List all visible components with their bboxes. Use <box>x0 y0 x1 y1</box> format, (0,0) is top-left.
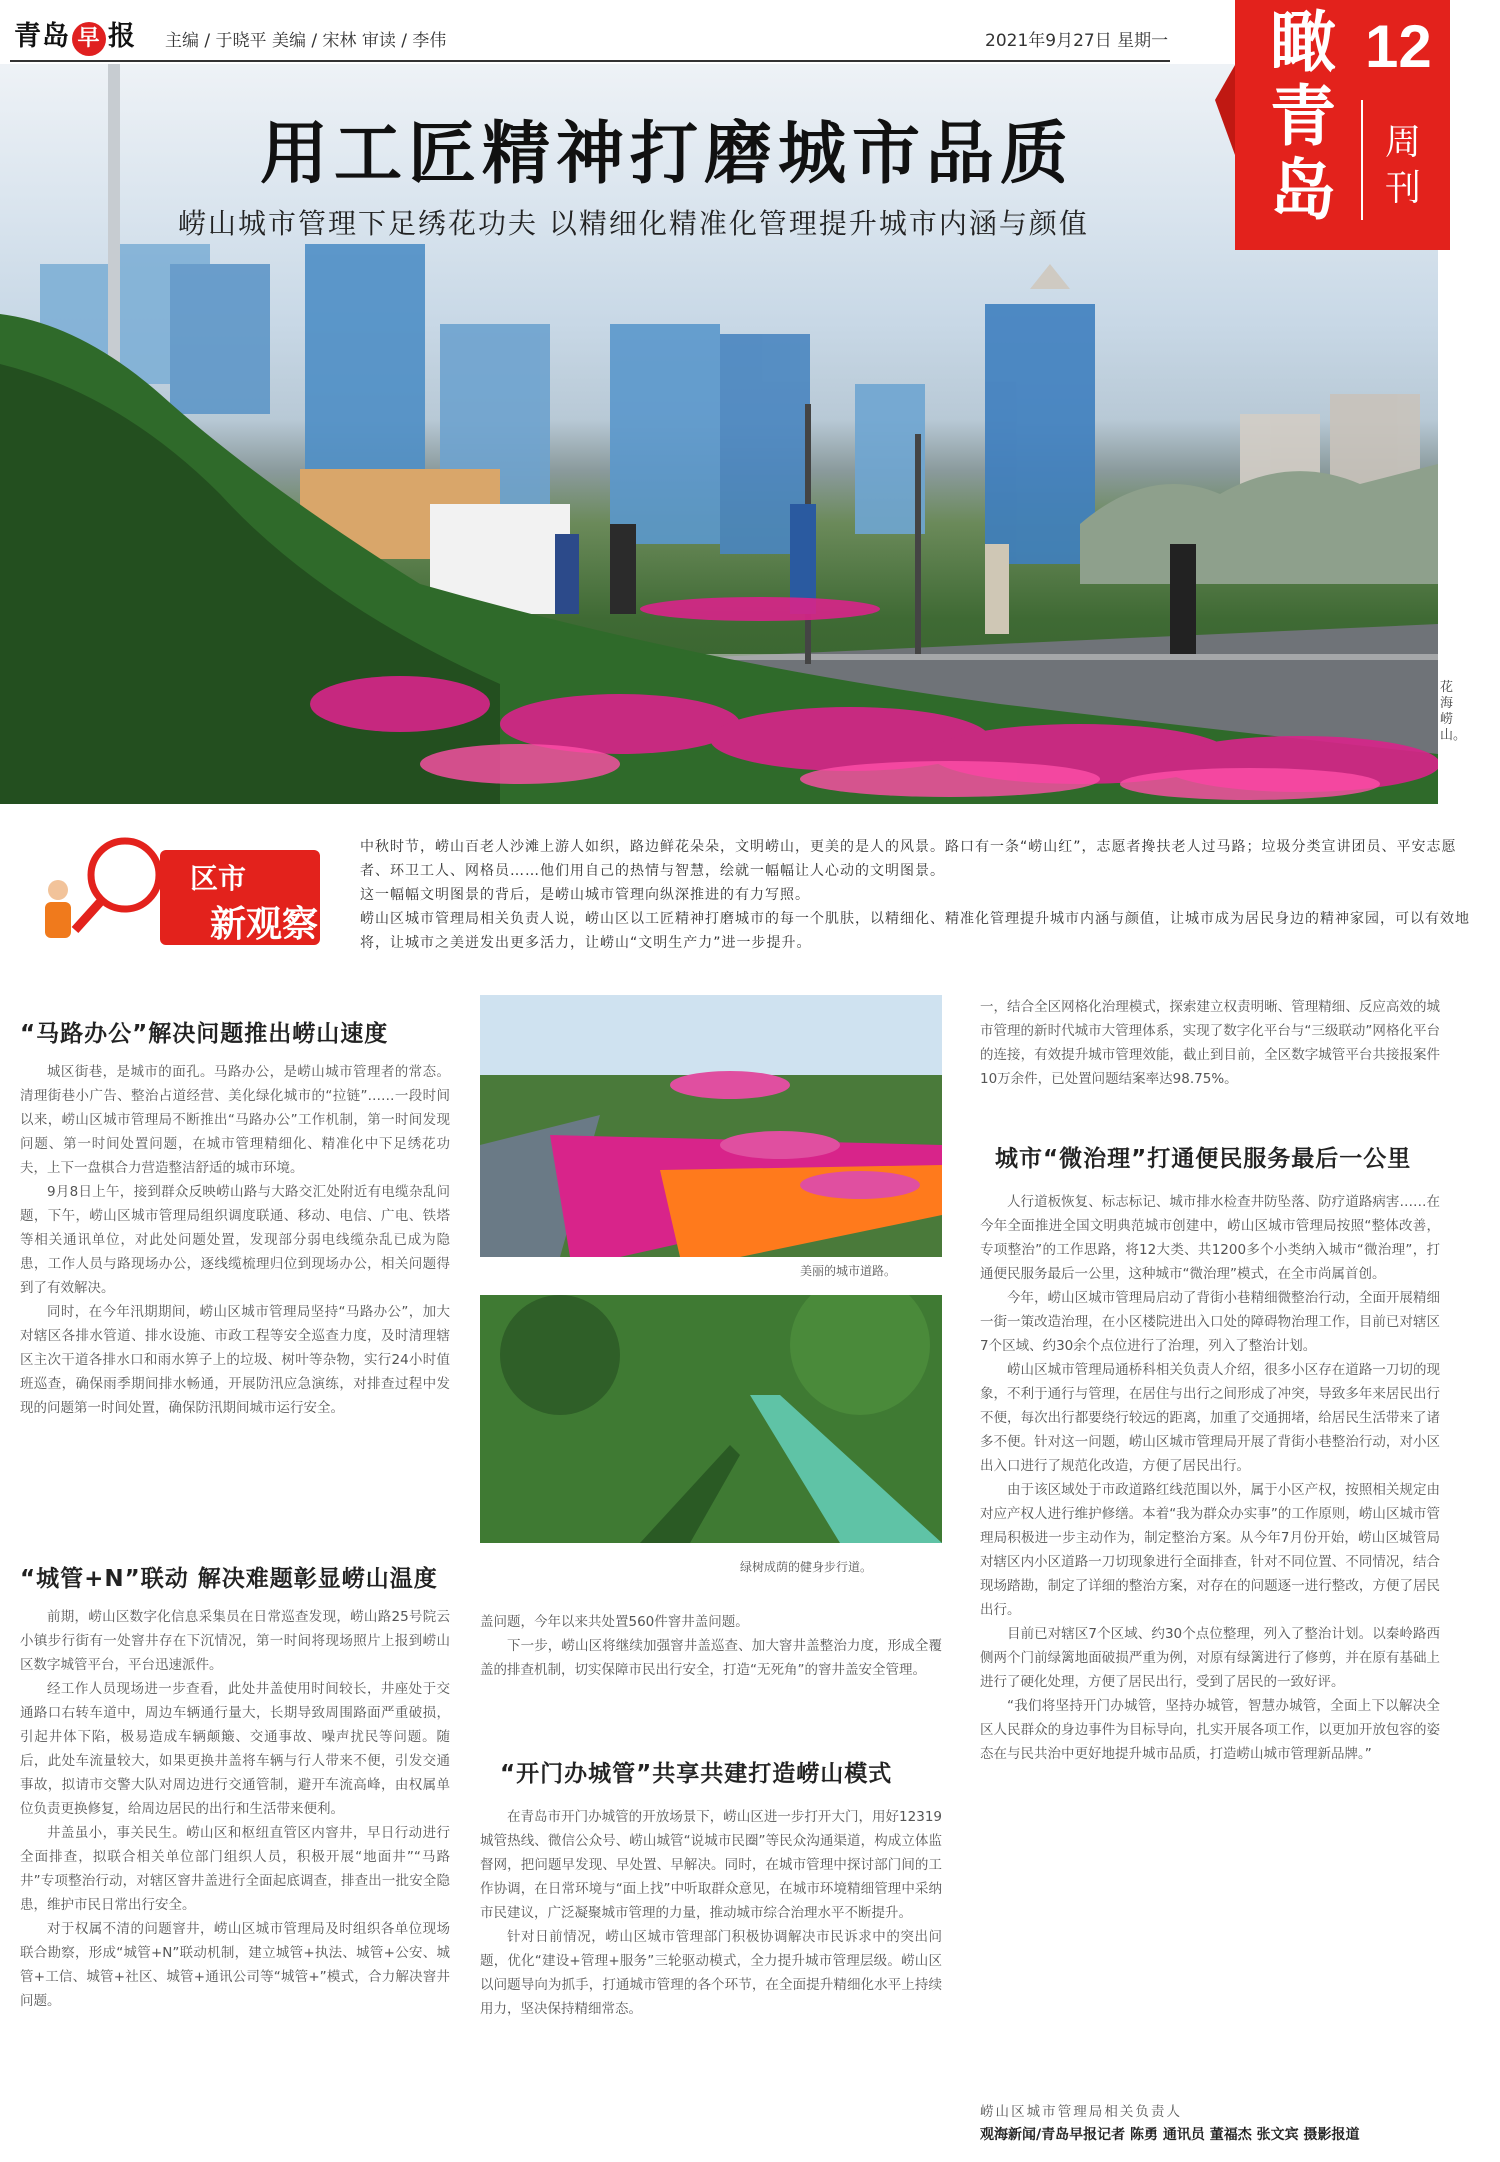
paragraph: 目前已对辖区7个区域、约30个点位整理，列入了整治计划。以秦岭路西侧两个门前绿篱地面破损严重为例，对原有绿篱进行了修剪，并在原有基础上进行了硬化处理，方便了居民出行，受到了居民的一致好评。 <box>980 1626 1440 1690</box>
badge-line1: 区市 <box>190 862 247 895</box>
paragraph: 在青岛市开门办城管的开放场景下，崂山区进一步打开大门，用好12319城管热线、微信公众号、崂山城管“说城市民圈”等民众沟通渠道，构成立体监督网，把问题早发现、早处置、早解决。同时，在城市管理中探讨部门间的工作协调，在日常环境与“面上找”中听取群众意见，在城市环境精细管理中采纳市民建议，广泛凝聚城市管理的力量，推动城市综合治理水平不断提升。 <box>480 1809 942 1921</box>
paragraph: 9月8日上午，接到群众反映崂山路与大路交汇处附近有电缆杂乱问题，下午，崂山区城市管理局组织调度联通、移动、电信、广电、铁塔等相关通讯单位，对此处问题处置，发现部分弱电线缆杂乱已成为隐患，工作人员与路现场办公，逐线缆梳理归位到现场办公，相关问题得到了有效解决。 <box>20 1184 450 1296</box>
editors-line: 主编 / 于晓平 美编 / 宋林 审读 / 李伟 <box>165 31 447 51</box>
paragraph: 同时，在今年汛期期间，崂山区城市管理局坚持“马路办公”，加大对辖区各排水管道、排水设施、市政工程等安全巡查力度，及时清理辖区主次干道各排水口和雨水箅子上的垃圾、树叶等杂物，实行24小时值班巡查，确保雨季期间排水畅通，开展防汛应急演练，对排查过程中发现的问题第一时间处置，确保防汛期间城市运行安全。 <box>20 1304 450 1416</box>
right-column-body-0 <box>980 995 1440 1125</box>
paragraph: 下一步，崂山区将继续加强窨井盖巡查、加大窨井盖整治力度，形成全覆盖的排查机制，切实保障市民出行安全，打造“无死角”的窨井盖安全管理。 <box>480 1638 942 1678</box>
logo-text-right: 报 <box>108 21 136 52</box>
section-divider <box>1361 100 1363 220</box>
mid-heading: “开门办城管”共享共建打造崂山模式 <box>500 1761 893 1787</box>
walkway-illustration <box>480 1295 942 1543</box>
road-flowers-photo <box>480 995 942 1257</box>
mid-column-body-2 <box>480 1805 942 2155</box>
paragraph: 由于该区域处于市政道路红线范围以外，属于小区产权，按照相关规定由对应产权人进行维护修缮。本着“我为群众办实事”的工作原则，崂山区城市管理局积极进一步主动作为，制定整治方案。从今年7月份开始，崂山区城管局对辖区内小区道路一刀切现象进行全面排查，针对不同位置、不同情况，结合现场踏勘，制定了详细的整治方案，对存在的问题逐一进行整改，方便了居民出行。 <box>980 1482 1440 1618</box>
magnifier-person-icon <box>30 830 170 965</box>
issue-date: 2021年9月27日 星期一 <box>985 31 1169 51</box>
column-badge <box>30 830 330 965</box>
paragraph: 针对日前情况，崂山区城市管理部门积极协调解决市民诉求中的突出问题，优化“建设+管理+服务”三轮驱动模式，全力提升城市管理层级。崂山区以问题导向为抓手，打通城市管理的各个环节，在全面提升精细化水平上持续用力，坚决保持精细常态。 <box>480 1929 942 2017</box>
photo-caption-1: 美丽的城市道路。 <box>800 1264 897 1278</box>
paragraph: 井盖虽小，事关民生。崂山区和枢纽直管区内窨井，早日行动进行全面排查，拟联合相关单位部门组织人员，积极开展“地面井”“马路井”专项整治行动，对辖区窨井盖进行全面起底调查，排查出一批安全隐患，维护市民日常出行安全。 <box>20 1825 450 1913</box>
intro-p3: 崂山区城市管理局相关负责人说，崂山区以工匠精神打磨城市的每一个肌肤，以精细化、精准化管理提升城市内涵与颜值，让城市成为居民身边的精神家园，可以有效地将，让城市之美迸发出更多活力，让崂山“文明生产力”进一步提升。 <box>360 911 1470 951</box>
paragraph: 对于权属不清的问题窨井，崂山区城市管理局及时组织各单位现场联合勘察，形成“城管+N”联动机制，建立城管+执法、城管+公安、城管+工信、城管+社区、城管+通讯公司等“城管+”模式，合力解决窨井问题。 <box>20 1921 450 2009</box>
paragraph: 崂山区城市管理局通桥科相关负责人介绍，很多小区存在道路一刀切的现象，不利于通行与管理，在居住与出行之间形成了冲突，导致多年来居民出行不便，每次出行都要绕行较远的距离，加重了交通拥堵，给居民生活带来了诸多不便。针对这一问题，崂山区城市管理局开展了背街小巷整治行动，对小区出入口进行了规范化改造，方便了居民出行。 <box>980 1362 1440 1474</box>
intro-p2: 这一幅幅文明图景的背后，是崂山城市管理向纵深推进的有力写照。 <box>360 887 810 903</box>
left-heading-2: “城管+N”联动 解决难题彰显崂山温度 <box>20 1566 438 1592</box>
left-column-body-2 <box>20 1605 450 2155</box>
right-heading: 城市“微治理”打通便民服务最后一公里 <box>995 1146 1412 1172</box>
paragraph: 今年，崂山区城市管理局启动了背街小巷精细微整治行动，全面开展精细一街一策改造治理，在小区楼院进出入口处的障碍物治理工作，目前已对辖区7个区域、约30余个点位进行了治理，列入了整治计划。 <box>980 1290 1440 1354</box>
paragraph: 经工作人员现场进一步查看，此处井盖使用时间较长，井座处于交通路口右转车道中，周边车辆通行量大，长期导致周围路面严重破损，引起井体下陷，极易造成车辆颠簸、交通事故、噪声扰民等问题。随后，此处车流量较大，如果更换井盖将车辆与行人带来不便，引发交通事故，拟请市交警大队对周边进行交通管制，避开车流高峰，由权属单位负责更换修复，给周边居民的出行和生活带来便利。 <box>20 1681 450 1817</box>
masthead-rule <box>10 60 1170 62</box>
photo-caption-2: 绿树成荫的健身步行道。 <box>740 1560 873 1574</box>
section-weekly: 周刊 <box>1384 122 1421 209</box>
reporter-byline: 观海新闻/青岛早报记者 陈勇 通讯员 董福杰 张文宾 摄影报道 <box>980 2127 1360 2143</box>
mid-column-body-1 <box>480 1610 942 1740</box>
logo-circle: 早 <box>72 22 106 56</box>
page-number: 12 <box>1365 13 1432 80</box>
newspaper-logo <box>14 14 136 56</box>
paragraph: 盖问题，今年以来共处置560件窨井盖问题。 <box>480 1614 749 1630</box>
logo-text-left: 青岛 <box>14 21 70 52</box>
photo-caption-vertical: 花海崂山。 <box>1440 680 1467 743</box>
road-flowers-illustration <box>480 995 942 1257</box>
paragraph: 城区街巷，是城市的面孔。马路办公，是崂山城市管理者的常态。清理街巷小广告、整治占道经营、美化绿化城市的“拉链”……一段时间以来，崂山区城市管理局不断推出“马路办公”工作机制，第一时间发现问题、第一时间处置问题，在城市管理精细化、精准化中下足绣花功夫，上下一盘棋合力营造整洁舒适的城市环境。 <box>20 1064 450 1176</box>
section-tab <box>1235 0 1450 250</box>
paragraph: 人行道板恢复、标志标记、城市排水检查井防坠落、防疗道路病害……在今年全面推进全国文明典范城市创建中，崂山区城市管理局按照“整体改善，专项整治”的工作思路，将12大类、共1200多个小类纳入城市“微治理”，打通便民服务最后一公里，这种城市“微治理”模式，在全市尚属首创。 <box>980 1194 1440 1282</box>
quote-attribution: 崂山区城市管理局相关负责人 <box>980 2104 1180 2120</box>
intro-p1: 中秋时节，崂山百老人沙滩上游人如织，路边鲜花朵朵，文明崂山，更美的是人的风景。路口有一条“崂山红”，志愿者搀扶老人过马路；垃圾分类宣讲团员、平安志愿者、环卫工人、网格员……他们用自己的热情与智慧，绘就一幅幅让人心动的文明图景。 <box>360 839 1457 879</box>
page-subheadline: 崂山城市管理下足绣花功夫 以精细化精准化管理提升城市内涵与颜值 <box>178 207 1089 240</box>
paragraph: “我们将坚持开门办城管，坚持办城管，智慧办城管，全面上下以解决全区人民群众的身边事件为目标导向，扎实开展各项工作，以更加开放包容的姿态在与民共治中更好地提升城市品质，打造崂山城市管理新品牌。” <box>980 1698 1440 1762</box>
right-column-body <box>980 1190 1440 2110</box>
intro-paragraphs <box>360 835 1470 955</box>
paragraph: 前期，崂山区数字化信息采集员在日常巡查发现，崂山路25号院云小镇步行街有一处窨井存在下沉情况，第一时间将现场照片上报到崂山区数字城管平台，平台迅速派件。 <box>20 1609 450 1673</box>
walkway-photo <box>480 1295 942 1543</box>
paragraph: 一，结合全区网格化治理模式，探索建立权责明晰、管理精细、反应高效的城市管理的新时代城市大管理体系，实现了数字化平台与“三级联动”网格化平台的连接，有效提升城市管理效能，截止到目前，全区数字城管平台共接报案件10万余件，已处置问题结案率达98.75%。 <box>980 999 1440 1087</box>
left-column-body-1 <box>20 1060 450 1560</box>
section-name: 瞰青岛 <box>1270 4 1336 229</box>
page-headline: 用工匠精神打磨城市品质 <box>260 115 1075 194</box>
left-heading-1: “马路办公”解决问题推出崂山速度 <box>20 1021 389 1047</box>
badge-line2: 新观察 <box>210 904 319 945</box>
